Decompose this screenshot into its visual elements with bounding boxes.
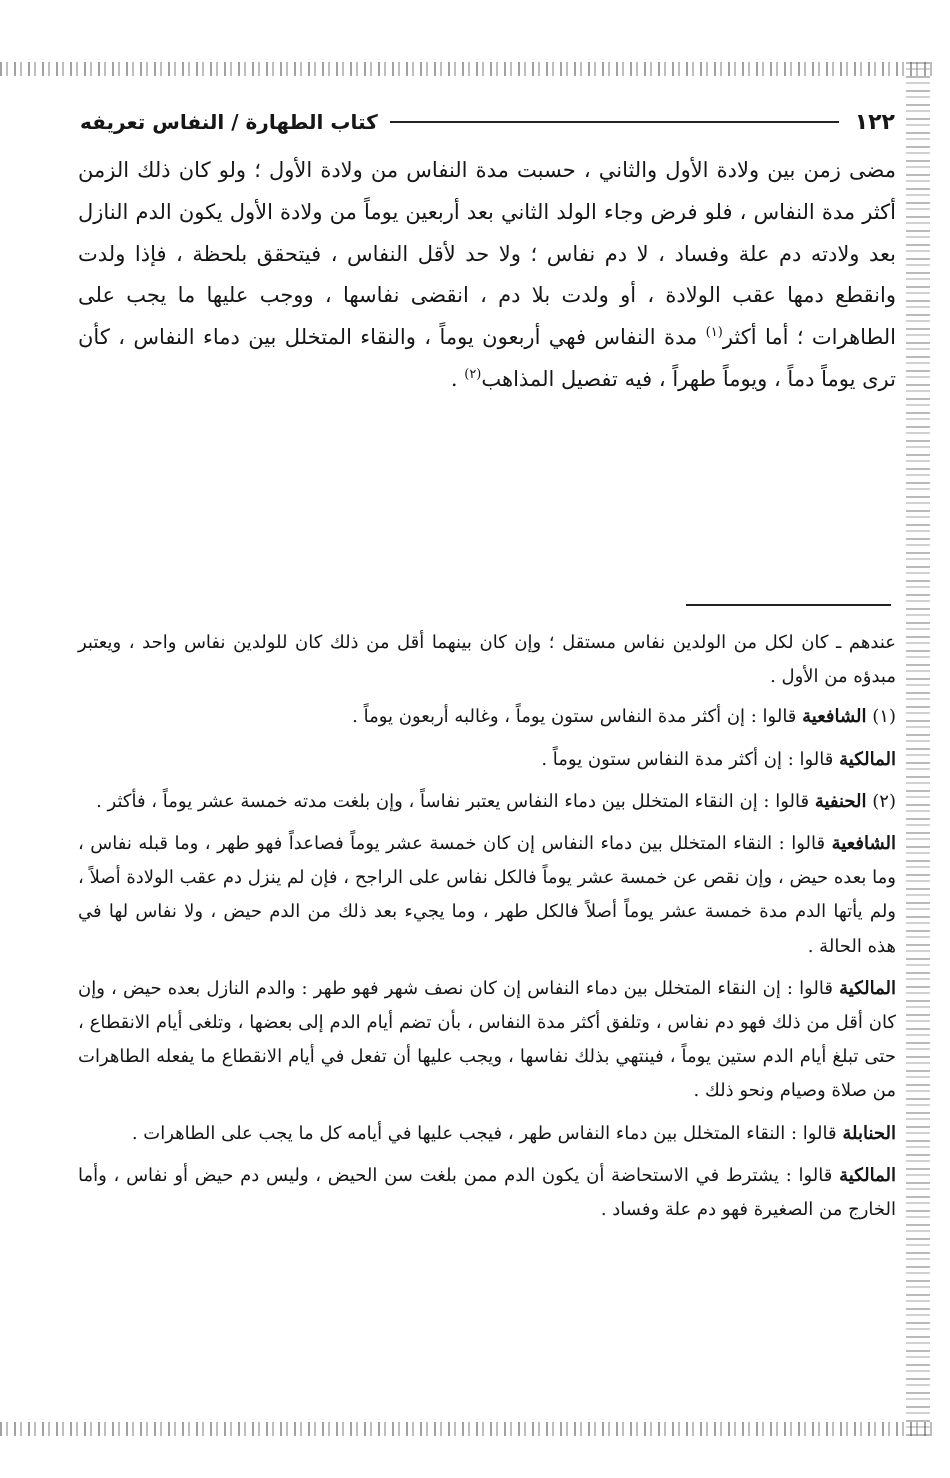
school-label: المالكية — [839, 977, 897, 999]
header-rule — [390, 121, 839, 123]
footnote-entry — [78, 785, 896, 819]
main-text — [78, 150, 896, 401]
main-paragraph — [78, 150, 896, 401]
footnote-entry — [78, 1117, 896, 1151]
footnote-text: قالوا : إن النقاء المتخلل بين دماء النفاس يعتبر نفاساً ، وإن بلغت مدته خمسة عشر يوماً ، فأكثر . — [96, 790, 815, 812]
footnote-text: قالوا : النقاء المتخلل بين دماء النفاس طهر ، فيجب عليها في أيامه كل ما يجب على الطاهرات . — [131, 1122, 843, 1144]
footnote-text: قالوا : إن أكثر مدة النفاس ستون يوماً . — [541, 748, 840, 770]
school-label: الحنفية — [814, 790, 867, 812]
footnote-ref-2: (٢) — [464, 366, 482, 382]
footnote-text: قالوا : النقاء المتخلل بين دماء النفاس إن كان خمسة عشر يوماً فصاعداً فهو طهر ، وما قبله نفاس ، وما بعده حيض ، وإن نقص عن خمسة عشر يوماً فالكل نفاس على الراجح ، فإن لم ينزل دم عقب الولادة أصلاً ، ولم يأتها الدم مدة خمسة عشر يوماً أصلاً فالكل طهر ، وما يجيء بعد ذلك من الدم حيض ، ولا نفاس لها في هذه الحالة . — [78, 833, 896, 957]
ornamental-border-top — [0, 62, 935, 76]
footnote-entry — [78, 1159, 896, 1227]
footnote-entry — [78, 827, 896, 964]
footnote-ref-1: (١) — [705, 325, 723, 341]
main-text-part-1: مضى زمن بين ولادة الأول والثاني ، حسبت مدة النفاس من ولادة الأول ؛ ولو كان ذلك الزمن أكثر مدة النفاس ، فلو فرض وجاء الولد الثاني بعد أربعين يوماً من ولادة الأول يكون الدم النازل بعد ولادته دم علة وفساد ، لا دم نفاس ؛ ولا حد لأقل النفاس ، فيتحقق بلحظة ، فإذا ولدت وانقطع دمها عقب الولادة ، أو ولدت بلا دم ، انقضى نفاسها ، ووجب عليها ما يجب على الطاهرات ؛ أما أكثر — [78, 158, 897, 350]
footnote-text: قالوا : إن النقاء المتخلل بين دماء النفاس إن كان نصف شهر فهو طهر : والدم النازل بعده حيض ، وإن كان أقل من ذلك فهو دم نفاس ، وتلفق أكثر مدة النفاس ، بأن تضم أيام الدم إلى بعضها ، وتلغى أيام الانقطاع ، حتى تبلغ أيام الدم ستين يوماً ، فينتهي بذلك نفاسها ، ويجب عليها أن تفعل في أيام الانقطاع ما يفعله الطاهرات من صلاة وصيام ونحو ذلك . — [78, 977, 896, 1102]
footnote-entry — [78, 743, 896, 777]
footnote-text: قالوا : يشترط في الاستحاضة أن يكون الدم ممن بلغت سن الحيض ، وليس دم حيض أو نفاس ، وأما الخارج من الصغيرة فهو دم علة وفساد . — [78, 1164, 896, 1221]
footnote-entry — [78, 972, 896, 1109]
footnotes — [78, 626, 896, 1235]
school-label: الحنابلة — [842, 1122, 896, 1144]
school-label: المالكية — [839, 748, 896, 770]
page-number: ١٢٢ — [854, 109, 895, 135]
footnote-number: (٢) — [866, 790, 896, 812]
school-label: الشافعية — [831, 833, 896, 855]
footnote-number: (١) — [866, 706, 896, 728]
main-text-part-2: مدة النفاس فهي أربعون يوماً ، والنقاء المتخلل بين دماء النفاس ، كأن ترى يوماً دماً ، ويوماً طهراً ، فيه تفصيل المذاهب — [78, 325, 896, 391]
page-header — [80, 105, 895, 139]
footnote-text: قالوا : إن أكثر مدة النفاس ستون يوماً ، وغالبه أربعون يوماً . — [352, 706, 803, 728]
running-title: كتاب الطهارة / النفاس تعريفه — [80, 110, 378, 134]
ornamental-border-bottom — [0, 1422, 935, 1436]
school-label: الشافعية — [802, 706, 867, 728]
school-label: المالكية — [839, 1164, 896, 1186]
ornamental-border-right — [906, 62, 930, 1436]
footnote-separator — [686, 604, 891, 606]
main-text-part-3: . — [450, 366, 465, 391]
footnote-continuation: عندهم ـ كان لكل من الولدين نفاس مستقل ؛ وإن كان بينهما أقل من ذلك كان للولدين نفاس واحد ، ويعتبر مبدؤه من الأول . — [78, 632, 896, 688]
footnote-entry — [78, 700, 896, 734]
